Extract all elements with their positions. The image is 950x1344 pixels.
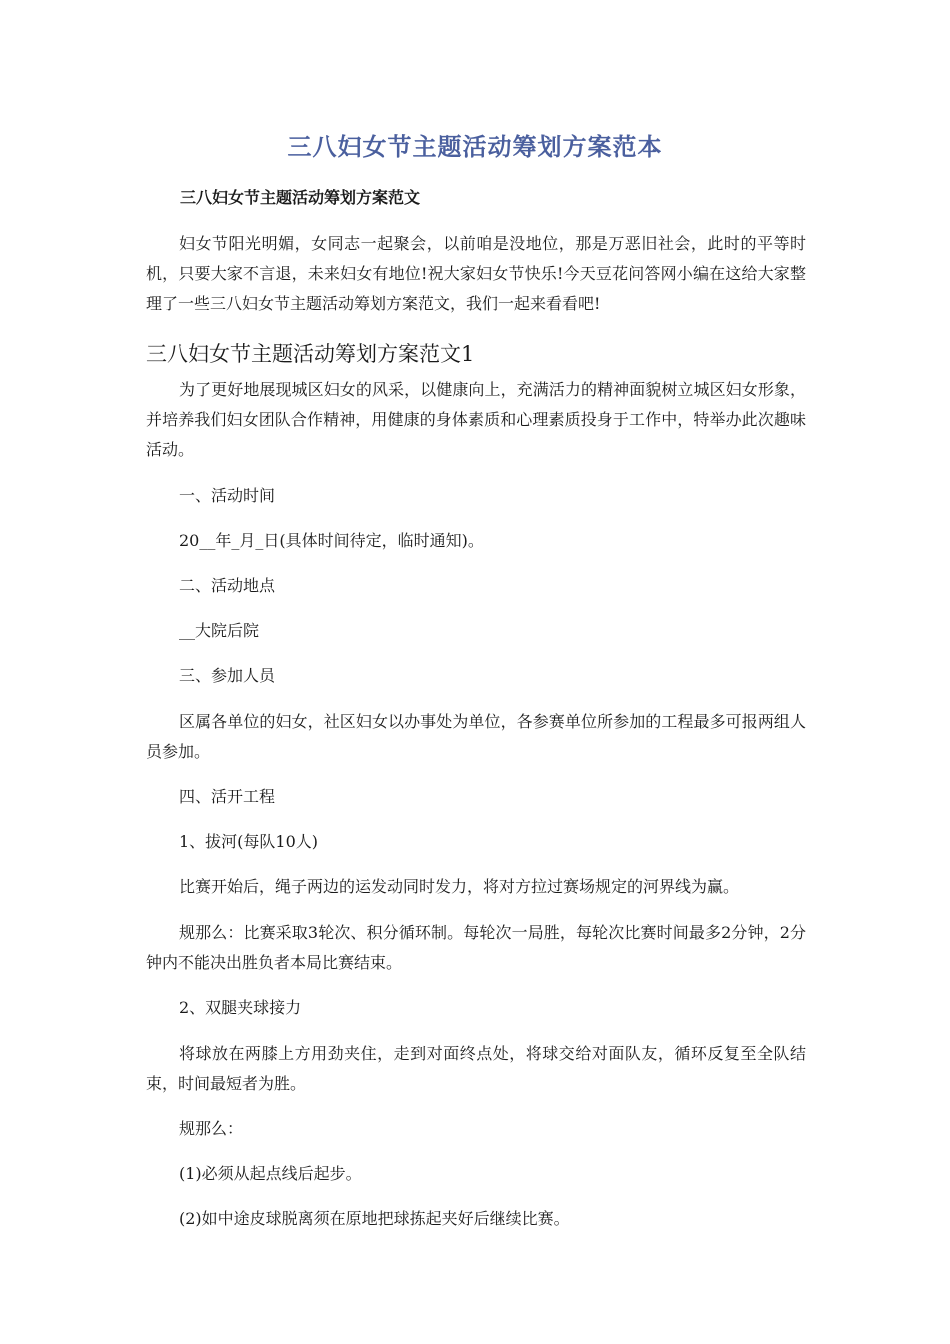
activity-time-heading: 一、活动时间 <box>179 486 276 505</box>
projects-heading: 四、活开工程 <box>179 787 276 806</box>
project-ball-relay-rule-2: (2)如中途皮球脱离须在原地把球拣起夹好后继续比赛。 <box>179 1209 570 1228</box>
project-tug-of-war-description: 比赛开始后，绳子两边的运发动同时发力，将对方拉过赛场规定的河界线为赢。 <box>179 877 740 896</box>
project-ball-relay-rule-1: (1)必须从起点线后起步。 <box>179 1164 362 1183</box>
participants-heading: 三、参加人员 <box>179 666 276 685</box>
project-ball-relay-heading: 2、双腿夹球接力 <box>179 998 302 1017</box>
project-tug-of-war-heading: 1、拔河(每队10人) <box>179 832 319 851</box>
section-intro-paragraph: 为了更好地展现城区妇女的风采，以健康向上，充满活力的精神面貌树立城区妇女形象，并培养我们妇女团队合作精神，用健康的身体素质和心理素质投身于工作中，特举办此次趣味活动。 <box>146 380 806 459</box>
intro-paragraph: 妇女节阳光明媚，女同志一起聚会，以前咱是没地位，那是万恶旧社会，此时的平等时机，只要大家不言退，未来妇女有地位!祝大家妇女节快乐!今天豆花问答网小编在这给大家整理了一些三八妇女节主题活动筹划方案范文，我们一起来看看吧! <box>146 234 806 313</box>
activity-place-heading: 二、活动地点 <box>179 576 276 595</box>
document-subtitle: 三八妇女节主题活动筹划方案范文 <box>180 188 421 207</box>
project-tug-of-war-rules: 规那么：比赛采取3轮次、积分循环制。每轮次一局胜，每轮次比赛时间最多2分钟，2分钟内不能决出胜负者本局比赛结束。 <box>146 923 806 972</box>
participants-paragraph: 区属各单位的妇女，社区妇女以办事处为单位，各参赛单位所参加的工程最多可报两组人员参加。 <box>146 712 806 761</box>
project-ball-relay-rules-label: 规那么： <box>179 1119 244 1138</box>
section-heading: 三八妇女节主题活动筹划方案范文1 <box>146 342 475 366</box>
activity-place-value: __大院后院 <box>179 621 260 640</box>
document-title: 三八妇女节主题活动筹划方案范本 <box>287 132 663 161</box>
activity-time-value: 20__年_月_日(具体时间待定，临时通知)。 <box>179 531 484 550</box>
project-ball-relay-description: 将球放在两膝上方用劲夹住，走到对面终点处，将球交给对面队友，循环反复至全队结束，时间最短者为胜。 <box>146 1044 806 1093</box>
